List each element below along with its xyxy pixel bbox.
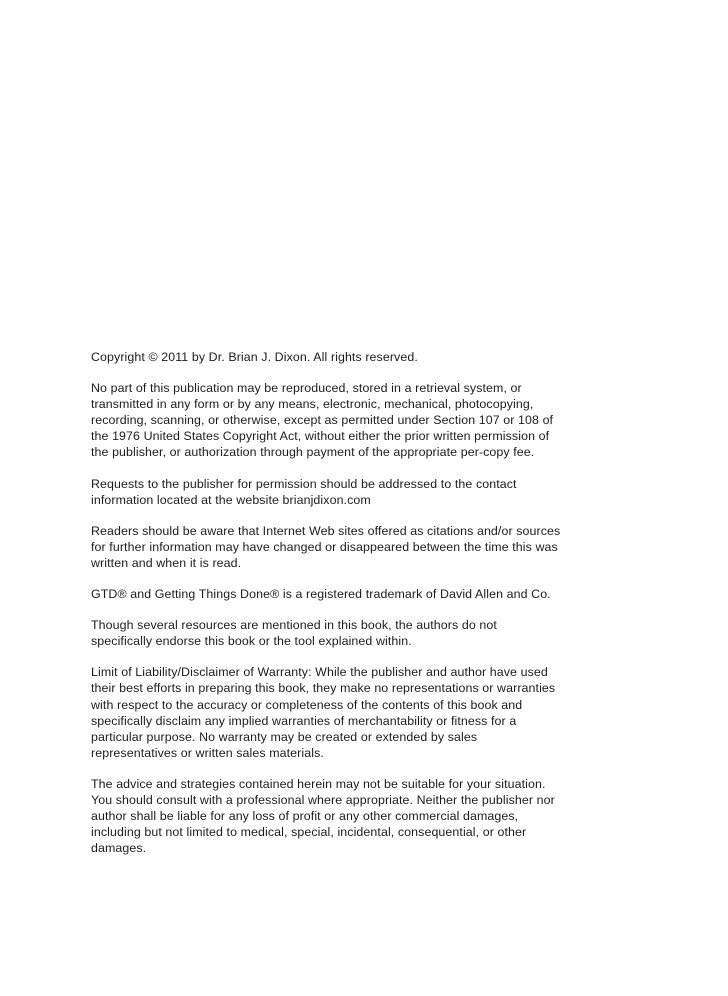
web-sites-notice: Readers should be aware that Internet Web sites offered as citations and/or sources for further information may have changed or disappeared between the time this was written and when it is read. [91,523,561,570]
trademark-notice: GTD® and Getting Things Done® is a registered trademark of David Allen and Co. [91,587,551,602]
permissions-notice: Requests to the publisher for permission should be addressed to the contact information located at the website brianjdixon.com [91,476,517,507]
advice-disclaimer: The advice and strategies contained herein may not be suitable for your situation. You should consult with a professional where appropriate. Neither the publisher nor author shall be liable for any loss of profit or any other commercial damages, including but not limited to medical, special, incidental, consequential, or other damages. [91,776,555,856]
copyright-notice: Copyright © 2011 by Dr. Brian J. Dixon. All rights reserved. [91,350,418,364]
copyright-block [91,349,561,856]
reproduction-notice: No part of this publication may be reproduced, stored in a retrieval system, or transmitted in any form or by any means, electronic, mechanical, photocopying, recording, scanning, or otherwise, except as permitted under Section 107 or 108 of the 1976 United States Copyright Act, without either the prior written permission of the publisher, or authorization through payment of the appropriate per-copy fee. [91,381,554,460]
endorsement-notice: Though several resources are mentioned in this book, the authors do not specifically endorse this book or the tool explained within. [91,618,497,649]
liability-disclaimer: Limit of Liability/Disclaimer of Warranty: While the publisher and author have used their best efforts in preparing this book, they make no representations or warranties with respect to the accuracy or completeness of the contents of this book and specifically disclaim any implied warranties of merchantability or fitness for a particular purpose. No warranty may be created or extended by sales representatives or written sales materials. [91,665,556,760]
